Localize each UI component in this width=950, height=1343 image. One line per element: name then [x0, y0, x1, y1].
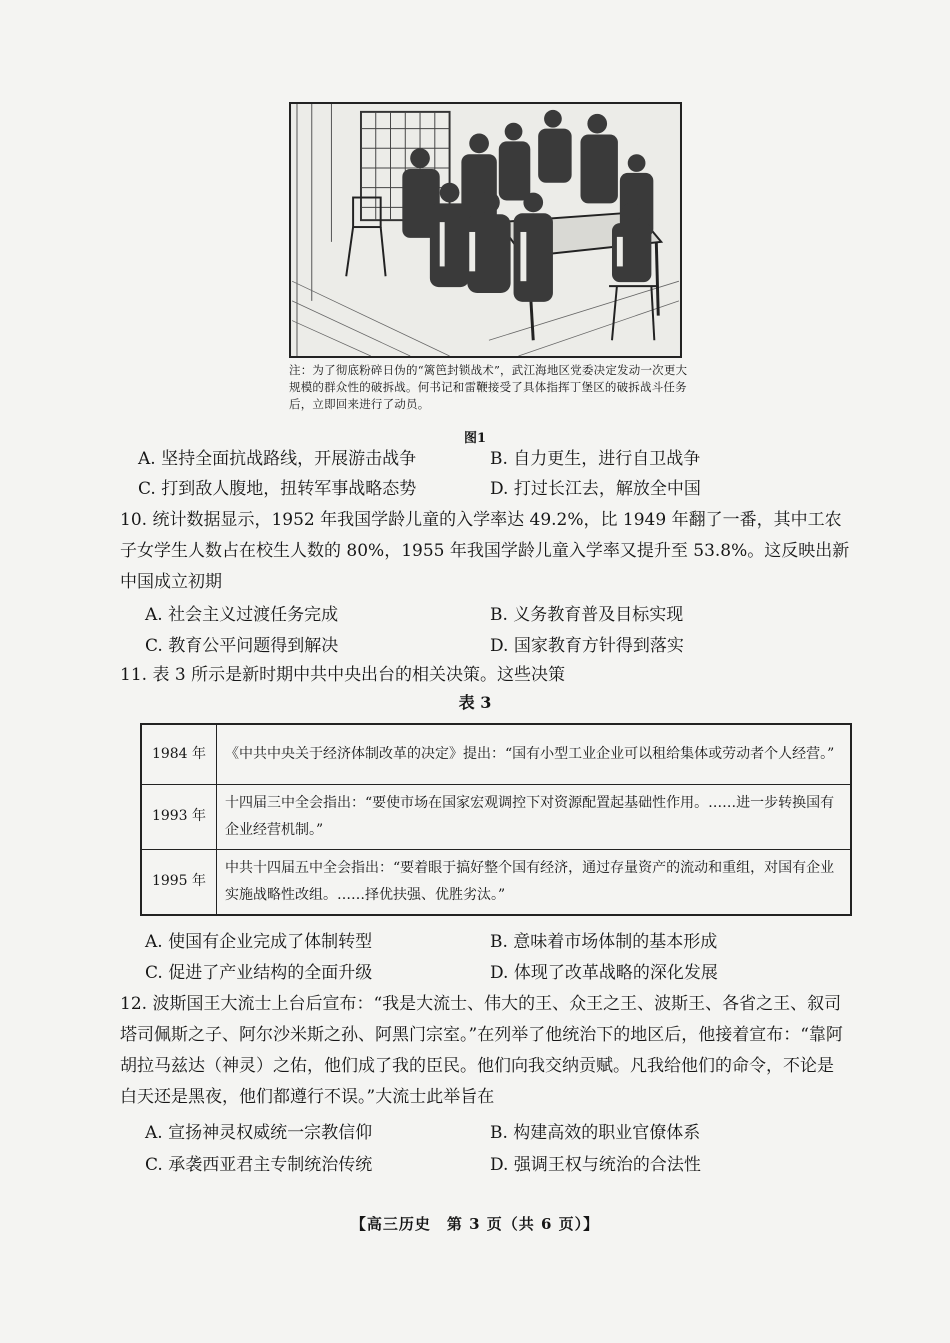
page-footer: 【高三历史 第 3 页（共 6 页）】: [350, 1215, 600, 1233]
table-text: 十四届三中全会指出：“要使市场在国家宏观调控下对资源配置起基础性作用。……进一步转换国有企业经营机制。”: [217, 784, 852, 849]
q9-option-c: C. 打到敌人腹地，扭转军事战略态势: [138, 479, 417, 499]
table-text: 中共十四届五中全会指出：“要着眼于搞好整个国有经济，通过存量资产的流动和重组，对国有企业实施战略性改组。……择优扶强、优胜劣汰。”: [217, 849, 852, 915]
table-year: 1993 年: [141, 784, 217, 849]
q12-option-b: B. 构建高效的职业官僚体系: [490, 1123, 701, 1143]
q11-option-c: C. 促进了产业结构的全面升级: [145, 963, 373, 983]
figure-label: 图1: [463, 431, 487, 446]
q10-stem: 10. 统计数据显示，1952 年我国学龄儿童的入学率达 49.2%，比 1949 年翻了一番，其中工农子女学生人数占在校生人数的 80%，1955 年我国学龄儿童入学率又提升至 53.8%。这反映出新中国成立初期: [120, 510, 850, 592]
table-row: [141, 849, 851, 915]
figure-caption: 注：为了彻底粉碎日伪的“篱笆封锁战术”，武江海地区党委决定发动一次更大规模的群众性的破拆战。何书记和雷鞭接受了具体指挥丁堡区的破拆战斗任务后，立即回来进行了动员。: [289, 363, 688, 411]
q9-option-d: D. 打过长江去，解放全中国: [490, 479, 701, 499]
q12-stem: 12. 波斯国王大流士上台后宣布：“我是大流士、伟大的王、众王之王、波斯王、各省之王、叙司塔司佩斯之子、阿尔沙米斯之孙、阿黑门宗室。”在列举了他统治下的地区后，他接着宣布：“靠阿胡拉马兹达（神灵）之佑，他们成了我的臣民。他们向我交纳贡赋。凡我给他们的命令，不论是白天还是黑夜，他们都遵行不误。”大流士此举旨在: [120, 994, 843, 1107]
q9-option-a: A. 坚持全面抗战路线，开展游击战争: [138, 449, 417, 469]
table-row: [141, 724, 851, 784]
q9-option-b: B. 自力更生，进行自卫战争: [490, 449, 701, 469]
q10-option-b: B. 义务教育普及目标实现: [490, 605, 684, 625]
q10-option-a: A. 社会主义过渡任务完成: [145, 605, 339, 625]
q11-option-b: B. 意味着市场体制的基本形成: [490, 932, 718, 952]
q11-stem: 11. 表 3 所示是新时期中共中央出台的相关决策。这些决策: [120, 665, 566, 685]
q10-option-c: C. 教育公平问题得到解决: [145, 636, 339, 656]
q12-option-d: D. 强调王权与统治的合法性: [490, 1155, 701, 1175]
q10-option-d: D. 国家教育方针得到落实: [490, 636, 684, 656]
table-label: 表 3: [458, 693, 492, 712]
policy-table: [140, 723, 852, 916]
q11-option-a: A. 使国有企业完成了体制转型: [145, 932, 373, 952]
table-row: [141, 784, 851, 849]
table-year: 1995 年: [141, 849, 217, 915]
woodcut-illustration: [289, 102, 682, 358]
table-year: 1984 年: [141, 724, 217, 784]
q12-option-a: A. 宣扬神灵权威统一宗教信仰: [145, 1123, 373, 1143]
table-text: 《中共中央关于经济体制改革的决定》提出：“国有小型工业企业可以租给集体或劳动者个人经营。”: [217, 724, 852, 784]
q11-option-d: D. 体现了改革战略的深化发展: [490, 963, 718, 983]
q12-option-c: C. 承袭西亚君主专制统治传统: [145, 1155, 373, 1175]
